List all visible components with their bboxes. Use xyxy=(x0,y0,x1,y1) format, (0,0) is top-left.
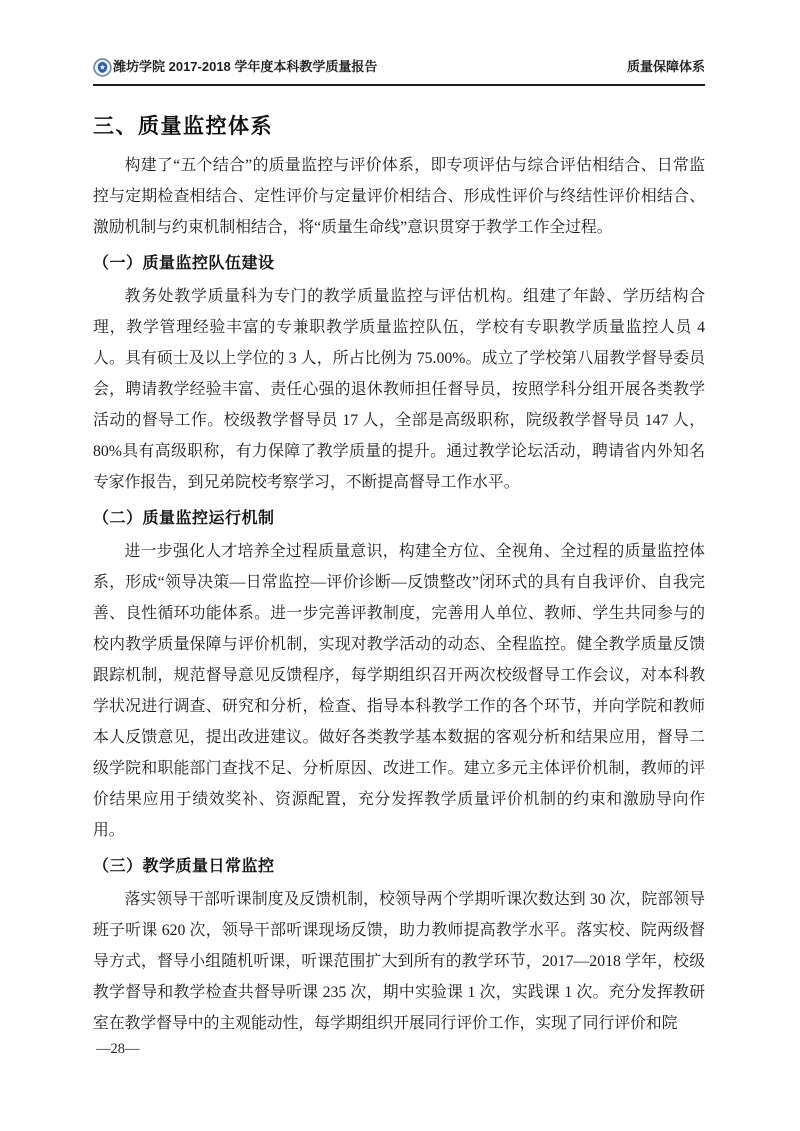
section-1-paragraph: 教务处教学质量科为专门的教学质量监控与评估机构。组建了年龄、学历结构合理，教学管理经验丰富的专兼职教学质量监控队伍，学校有专职教学质量监控人员 4 人。具有硕士及以上学位的 3 人，所占比例为 75.00%。成立了学校第八届教学督导委员会，聘请教学经验丰富、责任心强的退休教师担任督导员，按照学科分组开展各类教学活动的督导工作。校级教学督导员 17 人，全部是高级职称，院级教学督导员 147 人，80%具有高级职称，有力保障了教学质量的提升。通过教学论坛活动，聘请省内外知名专家作报告，到兄弟院校考察学习，不断提高督导工作水平。 xyxy=(93,288,705,491)
page-number: —28— xyxy=(96,1041,140,1057)
page-header xyxy=(93,57,705,86)
section-1-heading: （一）质量监控队伍建设 xyxy=(93,255,275,272)
page-content xyxy=(93,0,705,1039)
section-2-heading: （二）质量监控运行机制 xyxy=(93,510,275,527)
header-left-group xyxy=(93,57,377,76)
header-section-label: 质量保障体系 xyxy=(626,59,705,74)
intro-paragraph: 构建了“五个结合”的质量监控与评价体系，即专项评估与综合评估相结合、日常监控与定期检查相结合、定性评价与定量评价相结合、形成性评价与终结性评价相结合、激励机制与约束机制相结合，将“质量生命线”意识贯穿于教学工作全过程。 xyxy=(93,157,705,236)
header-document-title: 潍坊学院 2017-2018 学年度本科教学质量报告 xyxy=(113,58,378,74)
section-3-heading: （三）教学质量日常监控 xyxy=(93,858,275,875)
section-2-paragraph: 进一步强化人才培养全过程质量意识，构建全方位、全视角、全过程的质量监控体系，形成“领导决策—日常监控—评价诊断—反馈整改”闭环式的具有自我评价、自我完善、良性循环功能体系。进一步完善评教制度，完善用人单位、教师、学生共同参与的校内教学质量保障与评价机制，实现对教学活动的动态、全程监控。健全教学质量反馈跟踪机制，规范督导意见反馈程序，每学期组织召开两次校级督导工作会议，对本科教学状况进行调查、研究和分析，检查、指导本科教学工作的各个环节，并向学院和教师本人反馈意见，提出改进建议。做好各类教学基本数据的客观分析和结果应用，督导二级学院和职能部门查找不足、分析原因、改进工作。建立多元主体评价机制，教师的评价结果应用于绩效奖补、资源配置，充分发挥教学质量评价机制的约束和激励导向作用。 xyxy=(93,543,705,839)
chapter-title: 三、质量监控体系 xyxy=(93,115,273,138)
section-3-paragraph: 落实领导干部听课制度及反馈机制，校领导两个学期听课次数达到 30 次，院部领导班子听课 620 次，领导干部听课现场反馈，助力教师提高教学水平。落实校、院两级督导方式，督导小组随机听课，听课范围扩大到所有的教学环节，2017—2018 学年，校级教学督导和教学检查共督导听课 235 次，期中实验课 1 次，实践课 1 次。充分发挥教研室在教学督导中的主观能动性，每学期组织开展同行评价工作，实现了同行评价和院 xyxy=(93,891,705,1032)
university-emblem-icon xyxy=(93,58,112,77)
